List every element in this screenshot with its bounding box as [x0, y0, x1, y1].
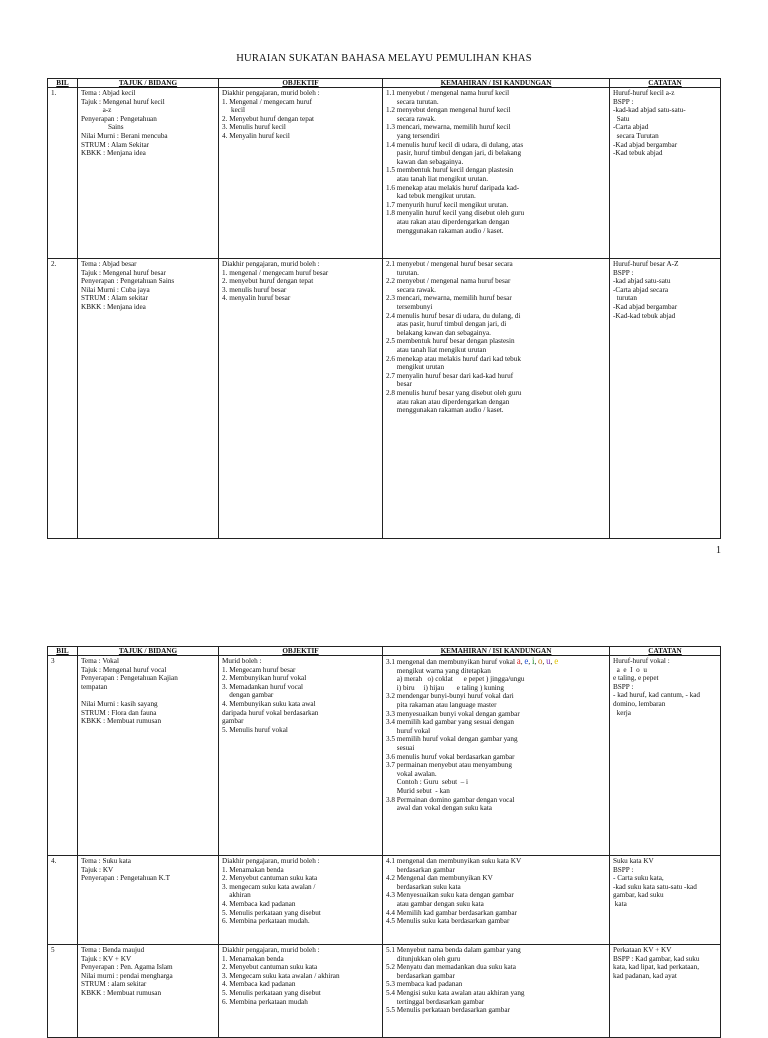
cell-catatan — [610, 88, 721, 259]
cell-line: atau tanah liat mengikut urutan — [386, 345, 487, 354]
cell-line: 1.8 menyalin huruf kecil yang disebut oleh guru — [386, 209, 525, 218]
cell-objektif — [219, 656, 383, 856]
cell-line — [81, 691, 215, 700]
cell-tajuk — [78, 656, 219, 856]
cell-line: huruf vokal — [386, 726, 431, 735]
cell-line: Murid boleh : — [222, 657, 262, 665]
cell-line: 2.1 menyebut / mengenal huruf besar secara — [386, 260, 513, 268]
header-catatan: CATATAN — [610, 79, 721, 88]
cell-line: 1.2 menyebut dengan mengenal huruf kecil — [386, 106, 511, 115]
cell-line: berdasarkan gambar — [386, 865, 455, 874]
cell-line: -kad abjad satu-satu — [613, 277, 671, 286]
cell-line: 4.3 Menyesuaikan suku kata dengan gambar — [386, 891, 514, 900]
cell-line: 3. Mengecam suku kata awalan / akhiran — [222, 971, 340, 980]
cell-line: Tema : Suku kata — [81, 857, 131, 865]
cell-line: STRUM : Alam Sekitar — [81, 140, 150, 149]
cell-line: - Carta suku kata, — [613, 874, 664, 883]
cell-line: gambar, kad suku — [613, 891, 664, 900]
cell-line: atau rakan atau diperdengarkan dengan — [386, 217, 510, 226]
cell-line: atau gambar dengan suku kata — [386, 899, 484, 908]
cell-line: kad padanan, kad ayat — [613, 971, 677, 980]
cell-line: 1.5 membentuk huruf kecil dengan plastesin — [386, 166, 514, 175]
cell-line: a-z — [81, 106, 112, 115]
cell-line: 5.5 Menulis perkataan berdasarkan gambar — [386, 1006, 510, 1015]
cell-line: 1.3 mencari, mewarna, memilih huruf kecil — [386, 123, 511, 132]
vowel-letter: a — [516, 656, 521, 666]
cell-line: 3.4 memilih kad gambar yang sesuai dengan — [386, 718, 514, 727]
cell-line: Suku kata KV — [613, 857, 654, 865]
table-header-row — [48, 79, 721, 88]
cell-line: Tajuk : KV — [81, 865, 114, 874]
cell-line: -Carta abjad secara — [613, 285, 669, 294]
cell-kemahiran — [383, 88, 610, 259]
cell-line: Tajuk : Mengenal huruf besar — [81, 268, 166, 277]
cell-line: 2.5 membentuk huruf besar dengan plastesin — [386, 337, 515, 346]
cell-line: 2. Menyebut cantuman suku kata — [222, 874, 318, 883]
cell-line: 4. Menyalin huruf kecil — [222, 131, 290, 140]
cell-line: 5.4 Mengisi suku kata awalan atau akhiran yang — [386, 988, 525, 997]
cell-line: Huruf-huruf vokal : — [613, 657, 670, 665]
cell-line: Murid sebut - kan — [386, 786, 450, 795]
table-row — [48, 656, 721, 856]
cell-line: 3. Menulis huruf kecil — [222, 123, 286, 132]
cell-line: 2.4 menulis huruf besar di udara, du dulang, di — [386, 311, 521, 320]
cell-line: 4.5 Menulis suku kata berdasarkan gambar — [386, 917, 510, 926]
page-number: 1 — [716, 545, 721, 556]
table-row — [48, 88, 721, 259]
cell-line: 3. Memadankan huruf vocal — [222, 682, 304, 691]
cell-tajuk — [78, 259, 219, 539]
cell-line: dengan gambar — [222, 691, 274, 700]
cell-line: 4.2 Mengenal dan membunyikan KV — [386, 874, 493, 883]
cell-line: berdasarkan suku kata — [386, 882, 461, 891]
cell-line: besar — [386, 380, 412, 389]
cell-bil: 4. — [48, 856, 78, 945]
cell-line: awal dan vokal dengan suku kata — [386, 804, 492, 813]
vowel-letter: o — [538, 656, 543, 666]
cell-line: 5.1 Menyebut nama benda dalam gambar yang — [386, 946, 521, 954]
cell-line: gambar — [222, 717, 244, 726]
cell-line: Huruf-huruf kecil a-z — [613, 89, 675, 97]
cell-line: Nilai Murni : Berani mencuba — [81, 131, 168, 140]
cell-line: 4.4 Memilih kad gambar berdasarkan gambar — [386, 908, 517, 917]
cell-line: yang tersendiri — [386, 131, 440, 140]
cell-line: -Kad tebuk abjad — [613, 149, 663, 158]
table-row — [48, 856, 721, 945]
cell-line: 2.7 menyalin huruf besar dari kad-kad huruf — [386, 371, 514, 380]
cell-line: mengikut urutan — [386, 363, 445, 372]
cell-line: -Kad-kad tebuk abjad — [613, 311, 676, 320]
cell-line: 5. Menulis perkataan yang disebut — [222, 988, 321, 997]
cell-line: kecil — [222, 106, 245, 115]
cell-line: Penyerapan : Pengetahuan Kajian — [81, 674, 178, 683]
cell-line: 2. Membunyikan huruf vokal — [222, 674, 307, 683]
cell-line: atau tanah liat mengikut urutan. — [386, 174, 488, 183]
cell-line: tempatan — [81, 682, 108, 691]
cell-line: secara Turutan — [613, 131, 659, 140]
cell-line: STRUM : Flora dan fauna — [81, 708, 157, 717]
cell-line: Tajuk : Mengenal huruf vocal — [81, 665, 167, 674]
cell-line: turutan. — [386, 268, 419, 277]
cell-bil: 1. — [48, 88, 78, 259]
cell-tajuk — [78, 88, 219, 259]
cell-line: 3.5 memilih huruf vokal dengan gambar yang — [386, 735, 518, 744]
cell-line: atas pasir, huruf timbul dengan jari, di — [386, 320, 507, 329]
cell-line: 2.2 menyebut / mengenal nama huruf besar — [386, 277, 511, 286]
cell-line: Tema : Vokal — [81, 657, 119, 665]
cell-line: kerja — [613, 708, 631, 717]
cell-line: 5. Menulis perkataan yang disebut — [222, 908, 321, 917]
cell-line: 4. Membunyikan suku kata awal — [222, 699, 316, 708]
cell-line: Tema : Benda maujud — [81, 946, 145, 954]
cell-line: Tajuk : KV + KV — [81, 954, 132, 963]
cell-line: 2.8 menulis huruf besar yang disebut oleh guru — [386, 388, 522, 397]
cell-line: BSPP : — [613, 682, 634, 691]
cell-line: secara rawak. — [386, 285, 436, 294]
cell-line: Tema : Abjad besar — [81, 260, 137, 268]
cell-tajuk — [78, 856, 219, 945]
cell-line: berdasarkan gambar — [386, 971, 455, 980]
cell-line: KBKK : Membuat rumusan — [81, 988, 162, 997]
cell-bil: 2. — [48, 259, 78, 539]
cell-line: Satu — [613, 114, 630, 123]
vowel-letter: e — [524, 656, 529, 666]
cell-line: Penyerapan : Pengetahuan K.T — [81, 874, 171, 883]
cell-line: 5. Menulis huruf vokal — [222, 725, 288, 734]
cell-line: 1. Mengenal / mengecam huruf — [222, 97, 313, 106]
vowel-letter: u — [546, 656, 551, 666]
cell-line: pita rakaman atau language master — [386, 700, 497, 709]
cell-line: kata — [613, 899, 627, 908]
cell-line: vokal awalan. — [386, 769, 437, 778]
cell-objektif — [219, 88, 383, 259]
cell-line: 5.3 membaca kad padanan — [386, 980, 463, 989]
header-tajuk: TAJUK / BIDANG — [78, 79, 219, 88]
header-objektif: OBJEKTIF — [219, 647, 383, 656]
cell-line: Diakhir pengajaran, murid boleh : — [222, 946, 320, 954]
cell-bil: 5 — [48, 945, 78, 1038]
cell-line: 2. Menyebut huruf dengan tepat — [222, 114, 315, 123]
cell-line: 1.7 menyurih huruf kecil mengikut urutan. — [386, 200, 509, 209]
cell-line: i) biru i) hijau e taling ) kuning — [386, 683, 504, 692]
cell-line: BSPP : — [613, 268, 634, 277]
cell-line: 3.1 mengenal dan membunyikan huruf vokal — [386, 658, 515, 666]
cell-line: 1.4 menulis huruf kecil di udara, di dulang, atas — [386, 140, 524, 149]
cell-line: Penyerapan : Pengetahuan Sains — [81, 277, 175, 286]
cell-line: 4. Membaca kad padanan — [222, 899, 296, 908]
cell-catatan — [610, 856, 721, 945]
cell-line: STRUM : alam sekitar — [81, 980, 147, 989]
cell-objektif — [219, 259, 383, 539]
cell-line: 1.1 menyebut / mengenal nama huruf kecil — [386, 89, 510, 97]
document-title: HURAIAN SUKATAN BAHASA MELAYU PEMULIHAN KHAS — [236, 53, 532, 64]
cell-line: akhiran — [222, 891, 251, 900]
cell-line: kad tebuk mengikut urutan. — [386, 192, 476, 201]
cell-line: kawan dan sebagainya. — [386, 157, 464, 166]
cell-line: tersembunyi — [386, 302, 433, 311]
cell-line: 4. menyalin huruf besar — [222, 294, 291, 303]
cell-line: belakang kawan dan sebagainya. — [386, 328, 491, 337]
cell-line: tertinggal berdasarkan gambar — [386, 997, 485, 1006]
cell-line: -kad-kad abjad satu-satu- — [613, 106, 686, 115]
cell-line: KBKK : Menjana idea — [81, 302, 146, 311]
cell-line: sesuai — [386, 743, 415, 752]
cell-kemahiran — [383, 259, 610, 539]
cell-line: menggunakan rakaman audio / kaset. — [386, 226, 504, 235]
cell-line: 3.8 Permainan domino gambar dengan vocal — [386, 795, 515, 804]
cell-line: kata, kad lipat, kad perkataan, — [613, 963, 700, 972]
cell-line: atau rakan atau diperdengarkan dengan — [386, 397, 510, 406]
cell-line: -Kad abjad bergambar — [613, 140, 678, 149]
cell-catatan — [610, 656, 721, 856]
cell-line: 2.6 menekap atau melakis huruf dari kad tebuk — [386, 354, 521, 363]
cell-line: turutan — [613, 294, 637, 303]
cell-line: Sains — [81, 123, 124, 132]
cell-line: 3.7 permainan menyebut atau menyambung — [386, 761, 512, 770]
cell-line: pasir, huruf timbul dengan jari, di belakang — [386, 149, 522, 158]
cell-line: Diakhir pengajaran, murid boleh : — [222, 260, 320, 268]
cell-catatan — [610, 259, 721, 539]
header-kemahiran: KEMAHIRAN / ISI KANDUNGAN — [383, 647, 610, 656]
cell-line: BSPP : — [613, 865, 634, 874]
cell-line: 5.2 Menyatu dan memadankan dua suku kata — [386, 963, 516, 972]
cell-line: ditunjukkan oleh guru — [386, 954, 461, 963]
cell-line: menggunakan rakaman audio / kaset. — [386, 406, 504, 415]
cell-objektif — [219, 856, 383, 945]
cell-line: -Carta abjad — [613, 123, 649, 132]
cell-line: 4. Membaca kad padanan — [222, 980, 296, 989]
cell-line: 3. mengecam suku kata awalan / — [222, 882, 316, 891]
vowel-letter: i — [531, 656, 535, 666]
header-catatan: CATATAN — [610, 647, 721, 656]
cell-line: daripada huruf vokal berdasarkan — [222, 708, 319, 717]
cell-line: 3.3 menyesuaikan bunyi vokal dengan gambar — [386, 709, 520, 718]
cell-line: Diakhir pengajaran, murid boleh : — [222, 89, 320, 97]
cell-line: 1. mengenal / mengecam huruf besar — [222, 268, 329, 277]
cell-line: Diakhir pengajaran, murid boleh : — [222, 857, 320, 865]
cell-line: 2. menyebut huruf dengan tepat — [222, 277, 314, 286]
header-bil: BIL — [48, 647, 78, 656]
cell-bil: 3 — [48, 656, 78, 856]
cell-line: Perkataan KV + KV — [613, 946, 672, 954]
cell-line: Huruf-huruf besar A-Z — [613, 260, 679, 268]
cell-line: 4.1 mengenal dan membunyikan suku kata KV — [386, 857, 522, 865]
cell-line: 3.6 menulis huruf vokal berdasarkan gambar — [386, 752, 515, 761]
cell-line: 2.3 mencari, mewarna, memilih huruf besar — [386, 294, 512, 303]
header-kemahiran: KEMAHIRAN / ISI KANDUNGAN — [383, 79, 610, 88]
cell-line: BSPP : — [613, 97, 634, 106]
header-tajuk: TAJUK / BIDANG — [78, 647, 219, 656]
cell-line: 1. Mengecam huruf besar — [222, 665, 296, 674]
cell-line: a) merah o) coklat e pepet ) jingga/ungu — [386, 675, 525, 684]
table-header-row — [48, 647, 721, 656]
cell-line: 6. Membina perkataan mudah — [222, 997, 308, 1006]
cell-line: Nilai murni : pendai mengharga — [81, 971, 173, 980]
cell-line: Nilai Murni : Cuba jaya — [81, 285, 150, 294]
cell-line: KBKK : Menjana idea — [81, 149, 146, 158]
cell-line: Tema : Abjad kecil — [81, 89, 136, 97]
header-bil: BIL — [48, 79, 78, 88]
table-row — [48, 259, 721, 539]
header-objektif: OBJEKTIF — [219, 79, 383, 88]
vowel-letter: e — [554, 656, 559, 666]
cell-line: a e I o u — [613, 665, 647, 674]
syllabus-table-page-2 — [47, 646, 721, 1038]
cell-line: BSPP : Kad gambar, kad suku — [613, 954, 700, 963]
cell-line: Contoh : Guru sebut – i — [386, 778, 469, 787]
cell-kemahiran — [383, 656, 610, 856]
cell-line: 3.2 mendengar bunyi-bunyi huruf vokal dari — [386, 692, 514, 701]
vowel-line: 3.1 mengenal dan membunyikan huruf vokal a, e, i, o, u, e — [386, 656, 559, 666]
cell-line: STRUM : Alam sekitar — [81, 294, 148, 303]
cell-line: -Kad abjad bergambar — [613, 302, 678, 311]
cell-line: Penyerapan : Pen. Agama Islam — [81, 963, 173, 972]
cell-line: 2. Menyebut cantuman suku kata — [222, 963, 318, 972]
cell-line: mengikut warna yang ditetapkan — [386, 666, 491, 675]
cell-line: e taling, e pepet — [613, 674, 659, 683]
cell-line: - kad huruf, kad cantum, - kad — [613, 691, 701, 700]
cell-line: 1.6 menekap atau melakis huruf daripada kad- — [386, 183, 520, 192]
cell-line: -kad suku kata satu-satu -kad — [613, 882, 697, 891]
syllabus-table-page-1 — [47, 78, 721, 539]
cell-line: 3. menulis huruf besar — [222, 285, 287, 294]
cell-line: Nilai Murni : kasih sayang — [81, 699, 158, 708]
cell-line: secara turutan. — [386, 97, 439, 106]
cell-kemahiran — [383, 856, 610, 945]
cell-line: 1. Menamakan benda — [222, 954, 284, 963]
cell-line: KBKK : Membuat rumusan — [81, 717, 162, 726]
cell-line: 6. Membina perkataan mudah. — [222, 917, 310, 926]
cell-line: domino, lembaran — [613, 699, 666, 708]
cell-line: secara rawak. — [386, 114, 436, 123]
cell-line: Tajuk : Mengenal huruf kecil — [81, 97, 165, 106]
cell-line: Penyerapan : Pengetahuan — [81, 114, 157, 123]
cell-line: 1. Menamakan benda — [222, 865, 284, 874]
